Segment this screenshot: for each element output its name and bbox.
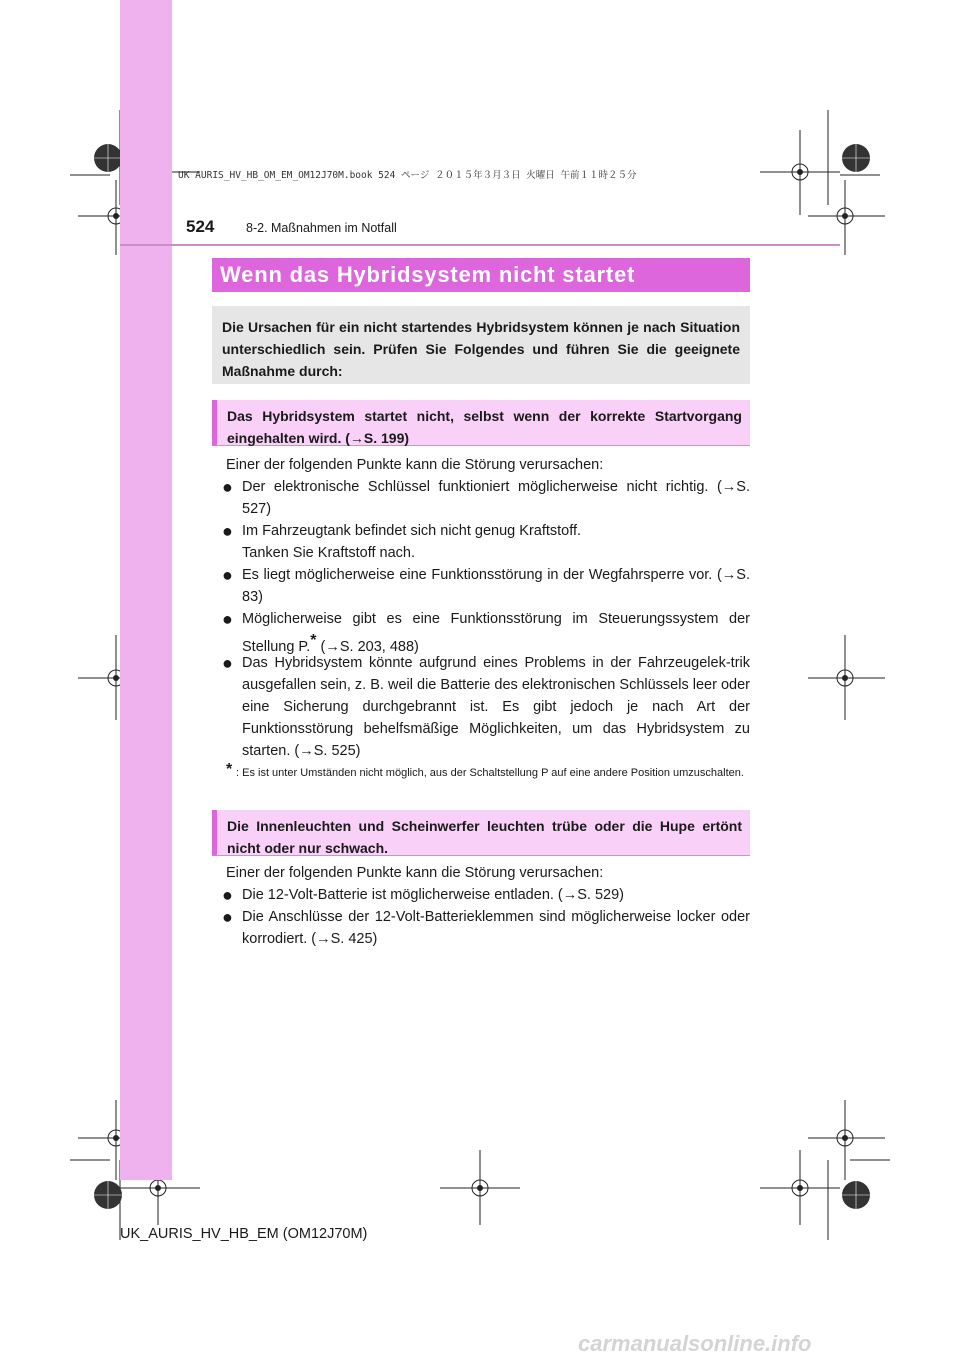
subheading-2-text: Die Innenleuchten und Scheinwerfer leuchten trübe oder die Hupe ertönt nicht oder nur schwach. bbox=[227, 818, 742, 856]
footnote bbox=[226, 761, 746, 781]
list-item-subtext: Tanken Sie Kraftstoff nach. bbox=[242, 545, 416, 561]
asterisk-mark: * bbox=[310, 632, 317, 649]
asterisk-mark: * bbox=[226, 761, 233, 778]
subheading-1-text: Das Hybridsystem startet nicht, selbst wenn der korrekte Startvorgang eingehalten wird. (→S. 199) bbox=[227, 408, 742, 446]
side-color-strip bbox=[120, 0, 172, 1180]
subheading-2 bbox=[212, 810, 750, 856]
header-rule bbox=[120, 244, 840, 246]
intro-text: Die Ursachen für ein nicht startendes Hybridsystem können je nach Situation unterschiedlich sein. Prüfen Sie Folgendes und führen Sie die geeignete Maßnahme durch: bbox=[222, 319, 740, 379]
bullet-icon: ● bbox=[222, 477, 233, 497]
list-item-text: Die Anschlüsse der 12-Volt-Batterieklemmen sind möglicherweise locker oder korrodiert. (→S. 425) bbox=[242, 909, 750, 947]
list-item bbox=[222, 476, 750, 520]
subheading-1 bbox=[212, 400, 750, 446]
manual-code: UK_AURIS_HV_HB_EM (OM12J70M) bbox=[120, 1226, 368, 1242]
section2-lead: Einer der folgenden Punkte kann die Störung verursachen: bbox=[226, 865, 604, 881]
list-item bbox=[222, 608, 750, 658]
print-info: UK AURIS_HV_HB_OM_EM_OM12J70M.book 524 ページ ２０１５年３月３日 火曜日 午前１１時２５分 bbox=[178, 170, 637, 181]
intro-box bbox=[212, 306, 750, 384]
bullet-icon: ● bbox=[222, 609, 233, 629]
page-title: Wenn das Hybridsystem nicht startet bbox=[220, 262, 636, 287]
page-number: 524 bbox=[186, 217, 215, 236]
list-item-text: Im Fahrzeugtank befindet sich nicht genug Kraftstoff. bbox=[242, 523, 582, 539]
list-item-text: Der elektronische Schlüssel funktioniert möglicherweise nicht richtig. (→S. 527) bbox=[242, 479, 750, 517]
list-item-text: Möglicherweise gibt es eine Funktionsstörung im Steuerungssystem der Stellung P. bbox=[242, 611, 750, 655]
list-item-ref: (→S. 203, 488) bbox=[320, 638, 419, 655]
bullet-icon: ● bbox=[222, 885, 233, 905]
watermark: carmanualsonline.info bbox=[578, 1331, 812, 1356]
list-item-text-wrap bbox=[242, 608, 750, 658]
footnote-text: : Es ist unter Umständen nicht möglich, aus der Schaltstellung P auf eine andere Position umzuschalten. bbox=[236, 767, 744, 779]
bullet-icon: ● bbox=[222, 521, 233, 541]
list-item-text: Die 12-Volt-Batterie ist möglicherweise entladen. (→S. 529) bbox=[242, 887, 625, 903]
list-item bbox=[222, 884, 750, 906]
list-item-text: Das Hybridsystem könnte aufgrund eines Problems in der Fahrzeugelek-trik ausgefallen sein, z. B. weil die Batterie des elektronischen Schlüssels leer oder eine Sicherung durchgebrannt ist. Es gibt jedoch je nach Art der Funktionsstörung behelfsmäßige Möglichkeiten, um das Hybridsystem zu starten. (→S. 525) bbox=[242, 655, 750, 759]
list-item bbox=[222, 564, 750, 608]
bullet-icon: ● bbox=[222, 565, 233, 585]
section1-lead: Einer der folgenden Punkte kann die Störung verursachen: bbox=[226, 457, 604, 473]
list-item bbox=[222, 652, 750, 762]
page-title-bar bbox=[212, 258, 750, 292]
list-item-text: Es liegt möglicherweise eine Funktionsstörung in der Wegfahrsperre vor. (→S. 83) bbox=[242, 567, 750, 605]
list-item bbox=[222, 520, 750, 564]
bullet-icon: ● bbox=[222, 653, 233, 673]
list-item bbox=[222, 906, 750, 950]
section-reference: 8-2. Maßnahmen im Notfall bbox=[246, 221, 397, 235]
bullet-icon: ● bbox=[222, 907, 233, 927]
